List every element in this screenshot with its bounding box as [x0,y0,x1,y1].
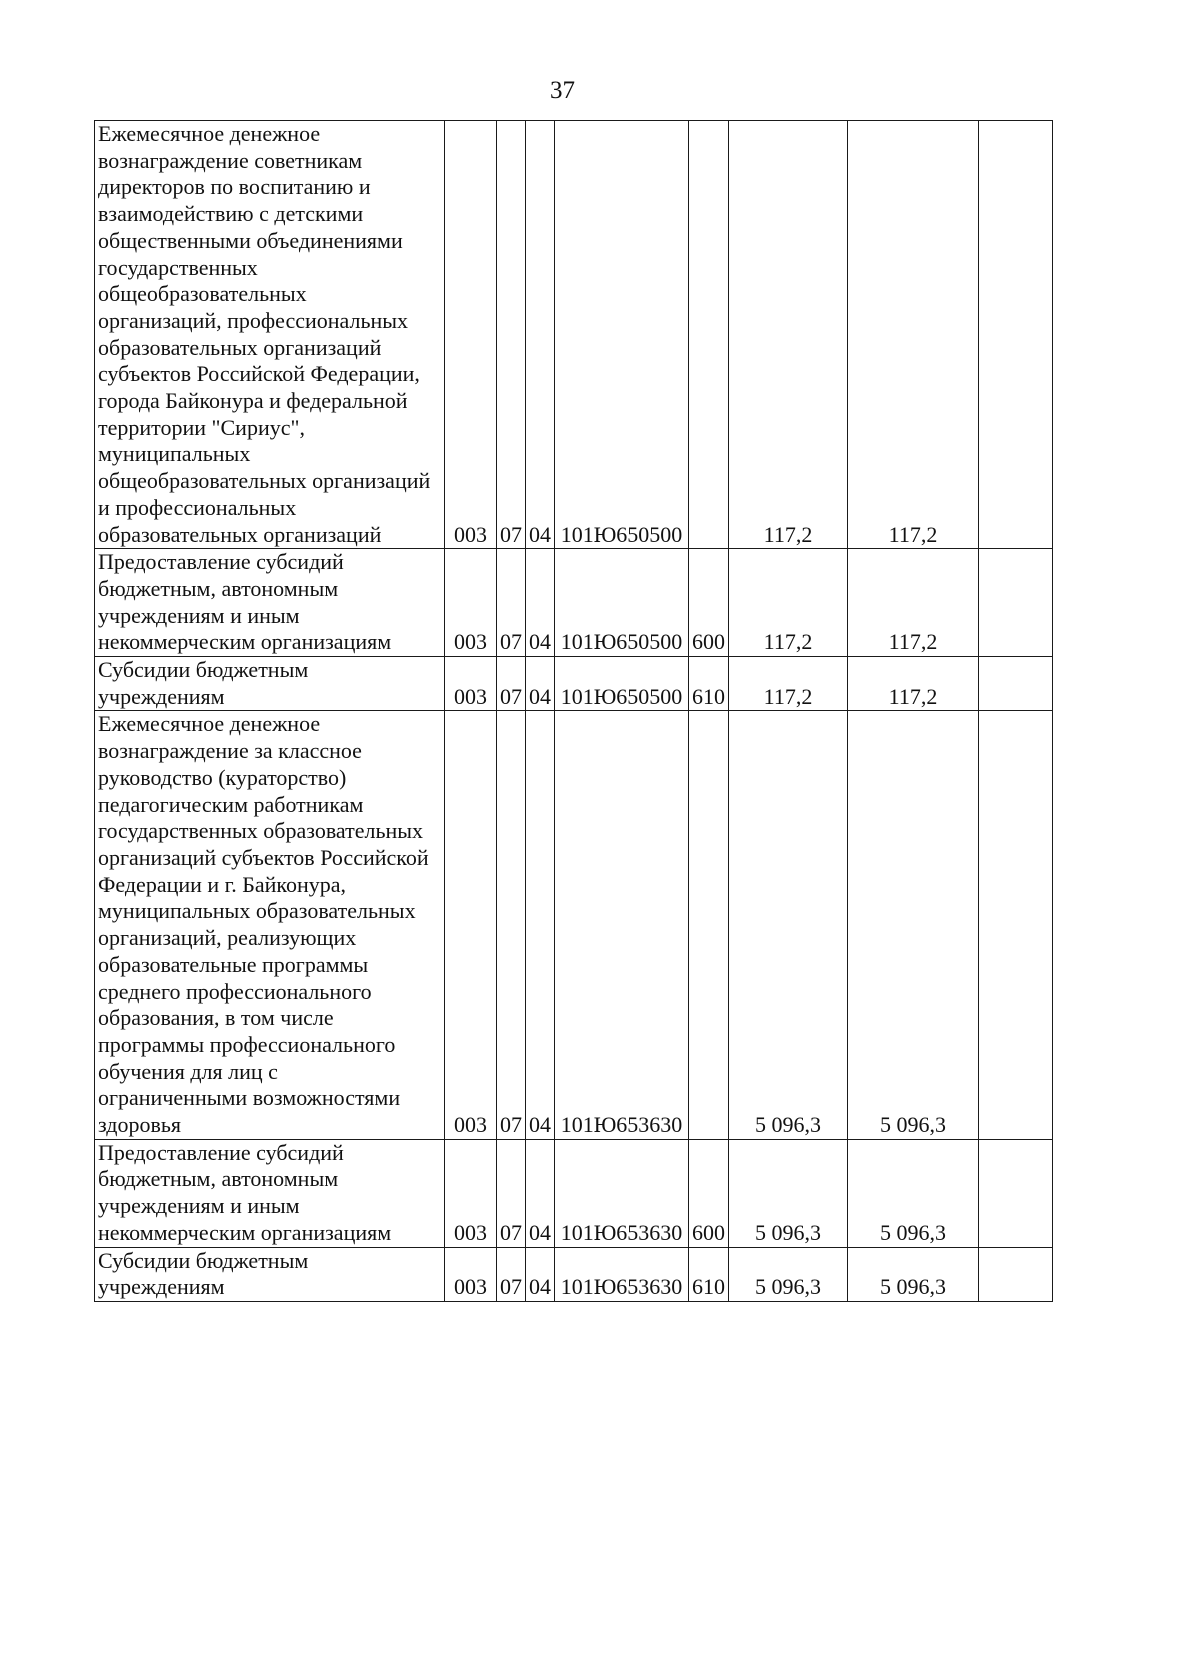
amount-year-1-cell: 5 096,3 [729,1247,848,1301]
target-article-cell: 101Ю650500 [555,121,689,549]
amount-year-2-cell: 5 096,3 [848,1139,979,1247]
expense-name-line: обучения для лиц с [98,1058,278,1084]
empty-cell [979,1247,1053,1301]
expense-name-cell [95,121,445,549]
expense-name-line: муниципальных образовательных [98,898,416,924]
expense-name-line: вознаграждение за классное [98,738,362,764]
expense-name-line: бюджетным, автономным [98,575,339,601]
expense-type-cell: 610 [689,657,729,711]
empty-cell [979,1139,1053,1247]
expense-name-cell [95,1139,445,1247]
expense-name-line: муниципальных [98,441,251,467]
expense-name-cell [95,657,445,711]
expense-type-cell [689,711,729,1139]
amount-year-1-cell: 117,2 [729,657,848,711]
target-article-cell: 101Ю650500 [555,549,689,657]
amount-year-2-cell: 117,2 [848,549,979,657]
expense-name-cell [95,1247,445,1301]
amount-year-1-cell: 5 096,3 [729,711,848,1139]
expense-name-line: образовательных организаций [98,334,382,360]
expense-name-cell [95,711,445,1139]
expense-name-line: организаций субъектов Российской [98,844,429,870]
expense-name-line: Предоставление субсидий [98,1139,344,1165]
page-number: 37 [550,77,575,104]
amount-year-2-cell: 117,2 [848,657,979,711]
expense-name-line: образовательные программы [98,951,369,977]
expense-name-line: учреждениям [98,1274,225,1300]
expense-name-line: и профессиональных [98,494,297,520]
expense-name-line: образовательных организаций [98,521,382,547]
expense-name-line: учреждениям [98,683,225,709]
target-article-cell: 101Ю650500 [555,657,689,711]
section-code-cell: 07 [497,657,526,711]
ministry-code-cell: 003 [445,121,497,549]
expense-name-line: руководство (кураторство) [98,764,347,790]
expense-name-cell [95,549,445,657]
expense-name-line: города Байконура и федеральной [98,388,408,414]
expense-name-line: среднего профессионального [98,978,372,1004]
section-code-cell: 07 [497,549,526,657]
expense-name-line: Федерации и г. Байконура, [98,871,346,897]
amount-year-2-cell: 5 096,3 [848,711,979,1139]
ministry-code-cell: 003 [445,549,497,657]
table-row [95,1139,1053,1247]
expense-name-line: государственных [98,254,258,280]
expense-name-line: педагогическим работникам [98,791,364,817]
subsection-code-cell: 04 [526,1139,555,1247]
expense-type-cell [689,121,729,549]
amount-year-1-cell: 117,2 [729,549,848,657]
amount-year-2-cell: 117,2 [848,121,979,549]
expense-name-line: государственных образовательных [98,818,424,844]
target-article-cell: 101Ю653630 [555,711,689,1139]
expense-name-line: организаций, реализующих [98,925,357,951]
section-code-cell: 07 [497,1139,526,1247]
expense-type-cell: 600 [689,1139,729,1247]
expense-name-line: Субсидии бюджетным [98,657,309,683]
section-code-cell: 07 [497,1247,526,1301]
amount-year-1-cell: 117,2 [729,121,848,549]
table-row [95,549,1053,657]
expense-name-line: директоров по воспитанию и [98,174,371,200]
table-row [95,657,1053,711]
ministry-code-cell: 003 [445,711,497,1139]
expense-name-line: общеобразовательных организаций [98,468,431,494]
expense-name-line: ограниченными возможностями [98,1085,401,1111]
target-article-cell: 101Ю653630 [555,1247,689,1301]
empty-cell [979,121,1053,549]
expense-name-line: субъектов Российской Федерации, [98,361,420,387]
amount-year-1-cell: 5 096,3 [729,1139,848,1247]
ministry-code-cell: 003 [445,1139,497,1247]
section-code-cell: 07 [497,711,526,1139]
ministry-code-cell: 003 [445,1247,497,1301]
expense-name-line: взаимодействию с детскими [98,201,364,227]
ministry-code-cell: 003 [445,657,497,711]
table-row [95,1247,1053,1301]
expense-name-line: организаций, профессиональных [98,307,409,333]
expense-name-line: Ежемесячное денежное [98,711,321,737]
table-row [95,711,1053,1139]
subsection-code-cell: 04 [526,121,555,549]
expense-name-line: некоммерческим организациям [98,1219,392,1245]
expense-name-line: бюджетным, автономным [98,1166,339,1192]
subsection-code-cell: 04 [526,711,555,1139]
expense-name-line: некоммерческим организациям [98,629,392,655]
section-code-cell: 07 [497,121,526,549]
subsection-code-cell: 04 [526,657,555,711]
expense-name-line: образования, в том числе [98,1005,334,1031]
expense-name-line: Предоставление субсидий [98,549,344,575]
budget-table [94,120,1053,1302]
subsection-code-cell: 04 [526,549,555,657]
expense-name-line: общеобразовательных [98,281,307,307]
expense-name-line: учреждениям и иным [98,1193,300,1219]
expense-name-line: учреждениям и иным [98,602,300,628]
subsection-code-cell: 04 [526,1247,555,1301]
target-article-cell: 101Ю653630 [555,1139,689,1247]
empty-cell [979,711,1053,1139]
expense-name-line: вознаграждение советникам [98,147,363,173]
amount-year-2-cell: 5 096,3 [848,1247,979,1301]
expense-type-cell: 610 [689,1247,729,1301]
expense-name-line: Ежемесячное денежное [98,121,321,146]
empty-cell [979,549,1053,657]
expense-name-line: общественными объединениями [98,227,403,253]
table-row [95,121,1053,549]
empty-cell [979,657,1053,711]
expense-name-line: Субсидии бюджетным [98,1247,309,1273]
expense-name-line: территории "Сириус", [98,414,305,440]
table-body [95,121,1053,1302]
expense-name-line: программы профессионального [98,1031,396,1057]
expense-type-cell: 600 [689,549,729,657]
expense-name-line: здоровья [98,1112,182,1138]
